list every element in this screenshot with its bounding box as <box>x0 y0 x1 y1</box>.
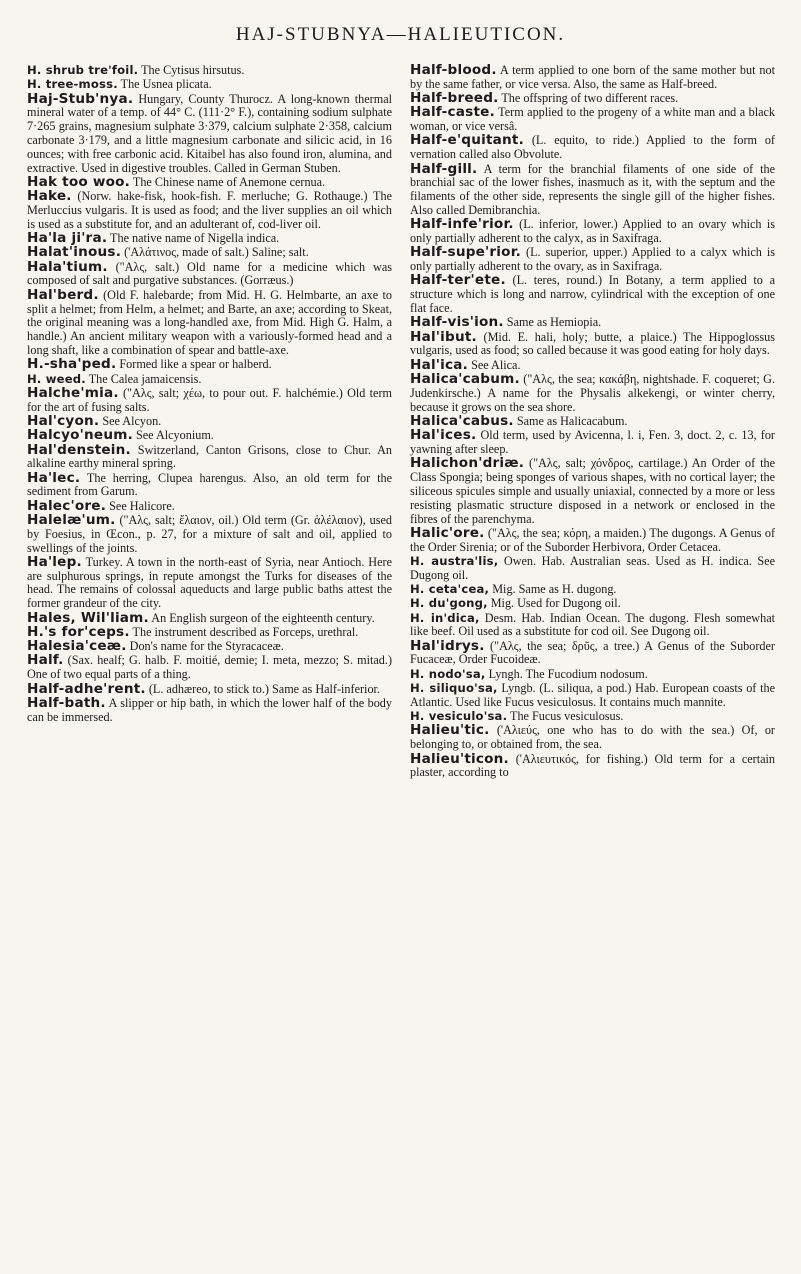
entry-definition: Desm. Hab. Indian Ocean. The dugong. Flesh somewhat like beef. Oil used as a substitute for cod oil. See Dugong oil. <box>410 610 775 639</box>
dictionary-entry <box>27 654 392 682</box>
entry-definition: Don's name for the Styracaceæ. <box>126 639 284 654</box>
entry-definition: The Usnea plicata. <box>117 77 212 92</box>
dictionary-entry <box>410 246 775 274</box>
entry-headword: Ha'lep. <box>27 553 82 570</box>
dictionary-entry <box>410 555 775 583</box>
dictionary-entry <box>410 429 775 457</box>
entry-headword: Hal'ices. <box>410 427 477 444</box>
entry-headword: Half-adhe'rent. <box>27 680 146 697</box>
dictionary-entry <box>410 597 775 611</box>
entry-headword: Half-ter'ete. <box>410 272 506 289</box>
entry-headword: Hala'tium. <box>27 258 108 275</box>
entry-headword: Half-vis'ion. <box>410 314 504 331</box>
entry-definition: Same as Hemiopia. <box>503 315 602 330</box>
entry-definition: ("Aλς, salt; χέω, to pour out. F. halchémie.) Old term for the art of fusing salts. <box>27 385 392 414</box>
entry-definition: The native name of Nigella indica. <box>107 231 280 246</box>
entry-definition: (Old F. halebarde; from Mid. H. G. Helmbarte, an axe to split a helmet; from Helm, a helmet; and Barte, an axe; according to Skeat, the original meaning was a long-handled axe, from Mid. High G. Halm, a handle.) An ancient military weapon with a variously-formed head and a long shaft, like a combination of spear and battle-axe. <box>27 287 392 357</box>
dictionary-entry <box>27 64 392 78</box>
entry-definition: An English surgeon of the eighteenth century. <box>148 610 375 625</box>
entry-headword: Halieu'ticon. <box>410 750 509 767</box>
entry-definition: Old term, used by Avicenna, l. i, Fen. 3, doct. 2, c. 13, for yawning after sleep. <box>410 428 775 457</box>
entry-definition: (Sax. healf; G. halb. F. moitié, demie; I. meta, mezzo; S. mitad.) One of two equal parts of a thing. <box>27 653 392 682</box>
entry-headword: Halcyo'neum. <box>27 427 133 444</box>
entry-definition: (L. adhæreo, to stick to.) Same as Half-inferior. <box>145 681 380 696</box>
entry-headword: H. du'gong, <box>410 596 488 611</box>
dictionary-entry <box>27 640 392 654</box>
entry-definition: Term applied to the progeny of a white man and a black woman, or vice versâ. <box>410 105 775 134</box>
entry-headword: Halec'ore. <box>27 497 107 514</box>
entry-headword: H.-sha'ped. <box>27 356 117 373</box>
entry-definition: See Halicore. <box>106 498 175 513</box>
entry-definition: (Norw. hake-fisk, hook-fish. F. merluche; G. Rothauge.) The Merluccius vulgaris. It is used as food; and the liver supplies an oil which is used as a substitute for, and an adulterant of, cod-liver oil. <box>27 189 392 231</box>
entry-definition: ("Aλς, salt.) Old name for a medicine which was composed of salt and purgative substances. (Gorræus.) <box>27 259 392 288</box>
entry-definition: ("Aλς, salt; χόνδρος, cartilage.) An Order of the Class Spongia; being sponges of various shapes, with no cortical layer; the siliceous spicules simple and usually uniaxial, connected by a more or less resisting plasmatic structure disposed in a network or enclosed in the fibres of the parenchyma. <box>410 456 775 526</box>
entry-definition: Formed like a spear or halberd. <box>116 357 272 372</box>
dictionary-entry <box>410 106 775 134</box>
entry-headword: Halat'inous. <box>27 244 122 261</box>
dictionary-entry <box>410 373 775 414</box>
entry-definition: Mig. Same as H. dugong. <box>489 581 617 596</box>
entry-headword: Half-caste. <box>410 104 495 121</box>
entry-headword: Hal'ica. <box>410 356 469 373</box>
entry-headword: Hake. <box>27 188 72 205</box>
entry-headword: H.'s for'ceps. <box>27 623 130 640</box>
entry-headword: Halica'cabum. <box>410 371 520 388</box>
entry-headword: Hal'denstein. <box>27 441 131 458</box>
entry-headword: H. nodo'sa, <box>410 666 486 681</box>
entry-definition: ('Aλιεύς, one who has to do with the sea.) Of, or belonging to, or obtained from, the sea. <box>410 723 775 752</box>
entry-definition: Lyngh. The Fucodium nodosum. <box>485 666 648 681</box>
dictionary-entry <box>410 218 775 246</box>
dictionary-entry <box>27 694 392 725</box>
entry-definition: The Chinese name of Anemone cernua. <box>130 174 326 189</box>
entry-definition: The Fucus vesiculosus. <box>507 709 624 724</box>
dictionary-entry <box>27 258 392 289</box>
dictionary-entry <box>27 384 392 415</box>
entry-definition: ("Aλς, the sea; δρῦς, a tree.) A Genus of the Suborder Fucaceæ, Order Fucoideæ. <box>410 638 775 667</box>
entry-headword: H. shrub tre'foil. <box>27 64 139 77</box>
entry-headword: Half-infe'rior. <box>410 216 514 233</box>
dictionary-entry <box>27 190 392 231</box>
dictionary-entry <box>27 469 392 500</box>
dictionary-entry <box>410 457 775 526</box>
entry-headword: Half-bath. <box>27 694 106 711</box>
entry-headword: Hales, Wil'liam. <box>27 609 149 626</box>
entry-headword: Haj-Stub'nya. <box>27 90 134 107</box>
entry-definition: ("Aλς, the sea; κόρη, a maiden.) The dugongs. A Genus of the Order Sirenia; or of the Suborder Herbivora, Order Cetacea. <box>410 525 775 554</box>
entry-headword: H. weed. <box>27 371 86 386</box>
entry-headword: Half-supe'rior. <box>410 244 522 261</box>
dictionary-entry <box>410 750 775 781</box>
dictionary-entry <box>27 553 392 611</box>
entry-definition: ("Aλς, salt; ἔλαιον, oil.) Old term (Gr. ἁλέλαιον), used by Foesius, in Œcon., p. 27, for a mixture of salt and oil, applied to swellings of the joints. <box>27 513 392 555</box>
entry-definition: ('Aλιευτικός, for fishing.) Old term for a certain plaster, according to <box>410 751 775 780</box>
running-head: HAJ-STUBNYA—HALIEUTICON. <box>235 24 566 45</box>
entry-headword: H. vesiculo'sa. <box>410 709 508 724</box>
entry-headword: Halic'ore. <box>410 524 485 541</box>
entry-definition: See Alcyonium. <box>132 428 214 443</box>
entry-definition: A term for the branchial filaments of one side of the branchial sac of the lower fishes, inasmuch as it, with the septum and the filaments of the other side, represents the single gill of the higher fishes. Also called Demibranchia. <box>410 161 775 217</box>
entry-headword: Half-gill. <box>410 160 478 177</box>
entry-definition: (L. inferior, lower.) Applied to an ovary which is only partially adherent to the calyx, as in Saxifraga. <box>410 217 775 246</box>
entry-headword: Hal'idrys. <box>410 637 485 654</box>
entry-headword: H. ceta'cea, <box>410 581 490 596</box>
entry-headword: Ha'lec. <box>27 469 81 486</box>
entry-headword: Half-e'quitant. <box>410 132 524 149</box>
dictionary-entry <box>27 514 392 555</box>
entry-headword: H. tree-moss. <box>27 77 118 92</box>
entry-headword: Hak too woo. <box>27 173 131 190</box>
dictionary-entry <box>27 358 392 372</box>
dictionary-entry <box>410 682 775 710</box>
dictionary-entry <box>27 441 392 472</box>
entry-headword: H. in'dica, <box>410 610 480 625</box>
entry-definition: The offspring of two different races. <box>498 91 679 106</box>
entry-definition: Switzerland, Canton Grisons, close to Chur. An alkaline earthy mineral spring. <box>27 442 392 471</box>
entry-headword: Halieu'tic. <box>410 722 490 739</box>
dictionary-entry <box>27 90 392 176</box>
entry-headword: Half. <box>27 652 64 669</box>
entry-headword: Ha'la ji'ra. <box>27 230 108 247</box>
entry-definition: The Cytisus hirsutus. <box>138 64 245 77</box>
entry-definition: Hungary, County Thurocz. A long-known thermal mineral water of a temp. of 44° C. (111·2° F.), containing sodium sulphate 7·265 grains, magnesium sulphate 3·379, calcium sulphate 2·358, calcium carbonate 3·179, and a little magnesium carbonate and silicic acid, in 16 ounces; with free carbonic acid. Kitaibel has also found iron, alumina, and extractive. Used in digestive troubles. Called in German Stuben. <box>27 91 392 175</box>
dictionary-entry <box>410 134 775 162</box>
dictionary-entry <box>410 328 775 359</box>
entry-definition: Lyngb. (L. siliqua, a pod.) Hab. European coasts of the Atlantic. Used like Fucus vesiculosus. It contains much mannite. <box>410 681 775 709</box>
entry-headword: Halelæ'um. <box>27 512 116 528</box>
dictionary-entry <box>410 637 775 668</box>
entry-headword: Half-blood. <box>410 64 497 78</box>
entry-definition: ("Aλς, the sea; κακάβη, nightshade. F. coqueret; G. Judenkirsche.) A name for the Physalis alkekengi, or winter cherry, because it grows on the sea shore. <box>410 372 775 414</box>
entry-definition: ('Aλάτινος, made of salt.) Saline; salt. <box>121 245 309 260</box>
entry-headword: Hal'berd. <box>27 286 99 303</box>
dictionary-entry <box>27 286 392 358</box>
dictionary-entry <box>410 64 775 92</box>
entry-definition: The Calea jamaicensis. <box>85 371 202 386</box>
entry-headword: Hal'cyon. <box>27 412 100 429</box>
entry-definition: A slipper or hip bath, in which the lower half of the body can be immersed. <box>27 695 392 724</box>
entry-definition: See Alcyon. <box>99 413 162 428</box>
entry-definition: (Mid. E. hali, holy; butte, a plaice.) The Hippoglossus vulgaris, used as food; so called because it was good eating for holy days. <box>410 329 775 358</box>
dictionary-entry <box>410 612 775 640</box>
entry-definition: Same as Halicacabum. <box>513 413 628 428</box>
entry-headword: Halche'mia. <box>27 384 119 401</box>
entry-headword: Halesia'ceæ. <box>27 638 127 655</box>
dictionary-entry <box>410 274 775 315</box>
dictionary-entry <box>410 583 775 597</box>
entry-definition: A term applied to one born of the same mother but not by the same father, or vice versa. Also, the same as Half-breed. <box>410 64 775 91</box>
entry-headword: Hal'ibut. <box>410 328 477 345</box>
entry-definition: Turkey. A town in the north-east of Syria, near Antioch. Here are sulphurous springs, in repute amongst the Turks for diseases of the head. The remains of colossal aqueducts and large public baths attest the former grandeur of the city. <box>27 554 392 611</box>
entry-definition: The instrument described as Forceps, urethral. <box>129 624 359 639</box>
left-column <box>27 64 392 1264</box>
entry-definition: The herring, Clupea harengus. Also, an old term for the sediment from Garum. <box>27 470 392 499</box>
dictionary-entry <box>410 524 775 555</box>
entry-definition: (L. teres, round.) In Botany, a term applied to a structure which is long and narrow, cylindrical with the exception of one flat face. <box>410 273 775 316</box>
entry-definition: (L. equito, to ride.) Applied to the form of vernation called also Obvolute. <box>410 133 775 162</box>
entry-headword: H. austra'lis, <box>410 553 499 568</box>
entry-headword: Halica'cabus. <box>410 412 514 429</box>
entry-definition: (L. superior, upper.) Applied to a calyx which is only partially adherent to the ovary, as in Saxifraga. <box>410 245 775 274</box>
dictionary-entry <box>410 160 775 218</box>
dictionary-entry <box>410 724 775 752</box>
right-column <box>410 64 775 1264</box>
entry-headword: H. siliquo'sa, <box>410 681 498 696</box>
entry-headword: Halichon'driæ. <box>410 455 525 472</box>
entry-definition: See Alica. <box>468 357 521 372</box>
dictionary-entry <box>27 173 392 190</box>
entry-headword: Half-breed. <box>410 90 499 107</box>
entry-definition: Mig. Used for Dugong oil. <box>487 596 621 611</box>
dictionary-entry <box>410 668 775 682</box>
entry-definition: Owen. Hab. Australian seas. Used as H. indica. See Dugong oil. <box>410 553 775 582</box>
